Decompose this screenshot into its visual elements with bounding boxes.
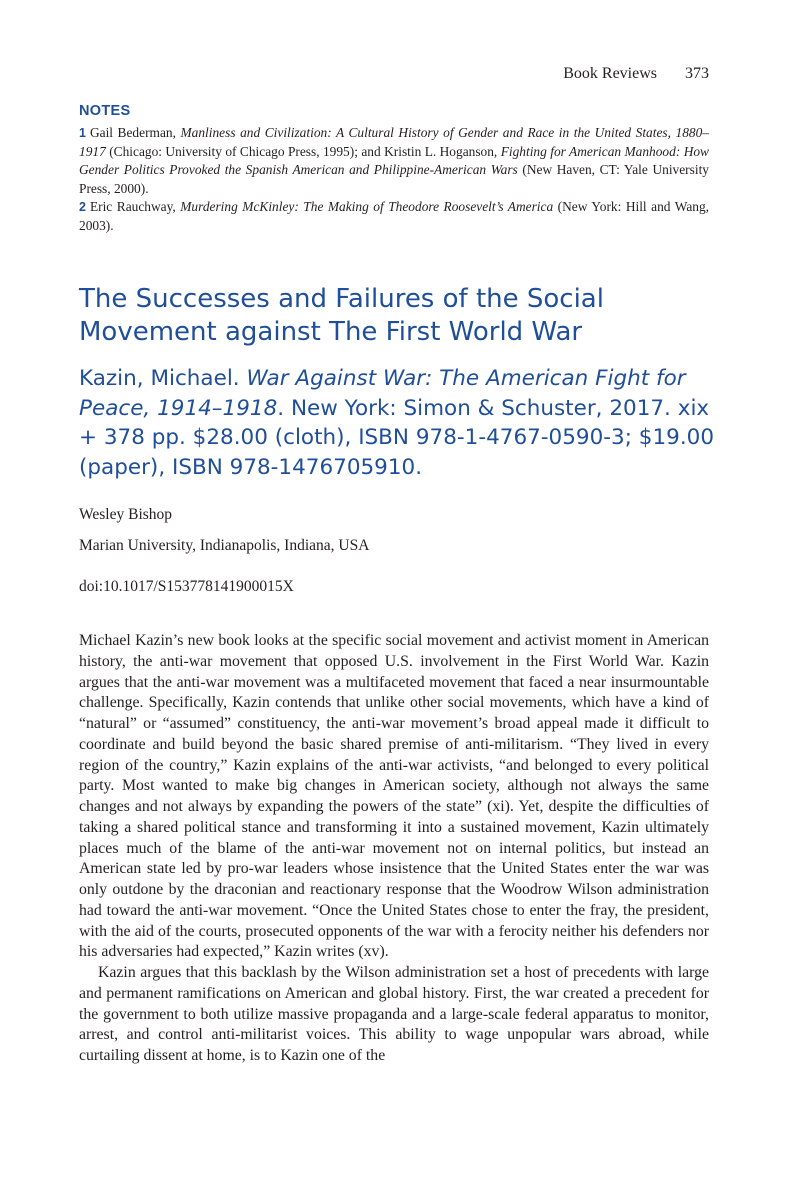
review-title: The Successes and Failures of the Social Movement against The First World War [79, 284, 604, 347]
citation-author: Kazin, Michael. [79, 366, 247, 391]
citation-book-title: War Against War: The American Fight for Peace, 1914–1918 [79, 366, 686, 421]
note-book-title: Murdering McKinley: The Making of Theodore Roosevelt’s America [180, 199, 554, 215]
note-text: (New York: Hill and Wang, 2003). [79, 199, 709, 233]
notes-section [79, 102, 709, 236]
body-paragraph: Kazin argues that this backlash by the Wilson administration set a host of precedents with large and permanent ramifications on American and global history. First, the war created a precedent for the government to both utilize massive propaganda and a large-scale federal apparatus to monitor, arrest, and control anti-militarist voices. This ability to wage unpopular wars abroad, while curtailing dissent at home, is to Kazin one of the [79, 964, 709, 1064]
review-body [79, 631, 709, 1067]
running-head [563, 64, 709, 84]
citation-details: . New York: Simon & Schuster, 2017. xix + 378 pp. $28.00 (cloth), ISBN 978-1-4767-0590-3; $19.00 (paper), ISBN 978-1476705910. [79, 395, 715, 480]
reviewer-name: Wesley Bishop [79, 506, 173, 523]
book-citation [79, 364, 719, 482]
note-book-title: Fighting for American Manhood: How Gender Politics Provoked the Spanish American and Philippine-American Wars [79, 143, 709, 178]
note-text: Eric Rauchway, [89, 199, 181, 215]
note-1 [79, 124, 709, 198]
note-number: 1 [79, 126, 86, 140]
reviewer-affiliation: Marian University, Indianapolis, Indiana, USA [79, 537, 370, 554]
notes-heading: NOTES [79, 103, 131, 119]
note-text: Gail Bederman, [89, 125, 181, 140]
note-book-title: Manliness and Civilization: A Cultural History of Gender and Race in the United States, 1880–1917 [79, 125, 709, 159]
body-paragraph: Michael Kazin’s new book looks at the specific social movement and activist moment in American history, the anti-war movement that opposed U.S. involvement in the First World War. Kazin argues that the anti-war movement was a multifaceted movement that faced a near insurmountable challenge. Specifically, Kazin contends that unlike other social movements, which have a kind of “natural” or “assumed” constituency, the anti-war movement’s broad appeal made it difficult to coordinate and build beyond the basic shared premise of anti-militarism. “They lived in every region of the country,” Kazin explains of the anti-war activists, “and belonged to every political party. Most wanted to make big changes in American society, although not always the same changes and not always by expanding the powers of the state” (xi). Yet, despite the difficulties of taking a shared political stance and transforming it into a sustained movement, Kazin ultimately places much of the blame of the anti-war movement not on internal politics, but instead an American state led by pro-war leaders whose insistence that the United States enter the war was only outdone by the draconian and reactionary response that the Woodrow Wilson administration had toward the anti-war movement. “Once the United States chose to enter the fray, the president, with the aid of the courts, prosecuted opponents of the war with a ferocity neither his defenders nor his adversaries had expected,” Kazin writes (xv). [79, 632, 709, 961]
note-number: 2 [79, 200, 86, 215]
page-number: 373 [685, 65, 709, 82]
note-2 [79, 198, 709, 235]
note-text: (Chicago: University of Chicago Press, 1995); and Kristin L. Hoganson, [105, 143, 501, 159]
running-head-section: Book Reviews [563, 65, 657, 82]
doi: doi:10.1017/S153778141900015X [79, 578, 294, 595]
note-text: (New Haven, CT: Yale University Press, 2000). [79, 162, 709, 196]
